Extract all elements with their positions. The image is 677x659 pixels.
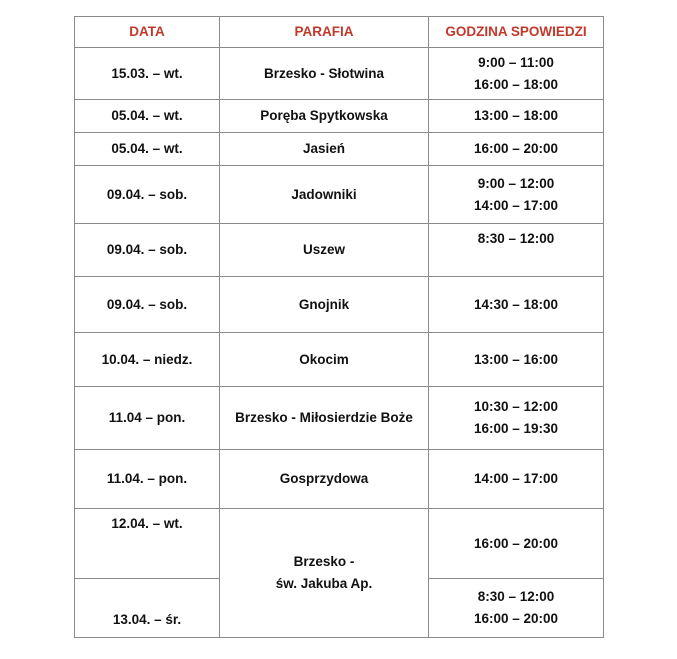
- row-date: 09.04. – sob.: [75, 224, 220, 277]
- table-row: [75, 333, 604, 387]
- row-hours: 13:00 – 16:00: [429, 333, 604, 387]
- row-parish-merged: [220, 509, 429, 638]
- row-date: 05.04. – wt.: [75, 133, 220, 166]
- row-hours: 16:00 – 20:00: [429, 509, 604, 579]
- row-hours: [429, 166, 604, 224]
- header-hours: GODZINA SPOWIEDZI: [429, 17, 604, 48]
- row-hours: 13:00 – 18:00: [429, 100, 604, 133]
- table-row: [75, 100, 604, 133]
- row-parish: Gnojnik: [220, 277, 429, 333]
- table-row: [75, 224, 604, 277]
- row-date: 11.04 – pon.: [75, 387, 220, 450]
- parish-line: Brzesko -: [293, 554, 355, 569]
- hours-range: 9:00 – 11:00: [478, 54, 554, 70]
- hours-range: 8:30 – 12:00: [477, 589, 555, 604]
- row-parish: Brzesko - Słotwina: [220, 48, 429, 100]
- hours-range: 16:00 – 19:30: [473, 421, 559, 436]
- row-parish: Uszew: [220, 224, 429, 277]
- hours-range: 9:00 – 12:00: [477, 175, 555, 191]
- confession-schedule-table: [74, 16, 604, 638]
- row-date: 09.04. – sob.: [75, 277, 220, 333]
- row-date: 09.04. – sob.: [75, 166, 220, 224]
- row-date: 11.04. – pon.: [75, 450, 220, 509]
- row-date: 13.04. – śr.: [75, 579, 220, 638]
- row-hours: [429, 48, 604, 100]
- table-row: [75, 133, 604, 166]
- table-row: [75, 509, 604, 579]
- parish-line: św. Jakuba Ap.: [275, 576, 373, 591]
- table-row: [75, 166, 604, 224]
- header-parish: PARAFIA: [220, 17, 429, 48]
- header-date: DATA: [75, 17, 220, 48]
- hours-range: 16:00 – 20:00: [473, 611, 559, 626]
- table-row: [75, 277, 604, 333]
- table-row: [75, 387, 604, 450]
- row-parish: Jasień: [220, 133, 429, 166]
- row-parish: Jadowniki: [220, 166, 429, 224]
- row-hours: [429, 387, 604, 450]
- hours-range: 16:00 – 18:00: [473, 76, 559, 92]
- table-row: [75, 450, 604, 509]
- row-parish: Brzesko - Miłosierdzie Boże: [220, 387, 429, 450]
- row-parish: Poręba Spytkowska: [220, 100, 429, 133]
- row-hours: 8:30 – 12:00: [429, 224, 604, 277]
- row-date: 12.04. – wt.: [75, 509, 220, 579]
- hours-range: 10:30 – 12:00: [473, 399, 559, 414]
- row-hours: 16:00 – 20:00: [429, 133, 604, 166]
- header-row: [75, 17, 604, 48]
- row-date: 15.03. – wt.: [75, 48, 220, 100]
- row-date: 10.04. – niedz.: [75, 333, 220, 387]
- row-hours: 14:00 – 17:00: [429, 450, 604, 509]
- hours-range: 14:00 – 17:00: [473, 197, 559, 213]
- row-hours: [429, 579, 604, 638]
- row-hours: 14:30 – 18:00: [429, 277, 604, 333]
- row-date: 05.04. – wt.: [75, 100, 220, 133]
- row-parish: Gosprzydowa: [220, 450, 429, 509]
- row-parish: Okocim: [220, 333, 429, 387]
- table-row: [75, 48, 604, 100]
